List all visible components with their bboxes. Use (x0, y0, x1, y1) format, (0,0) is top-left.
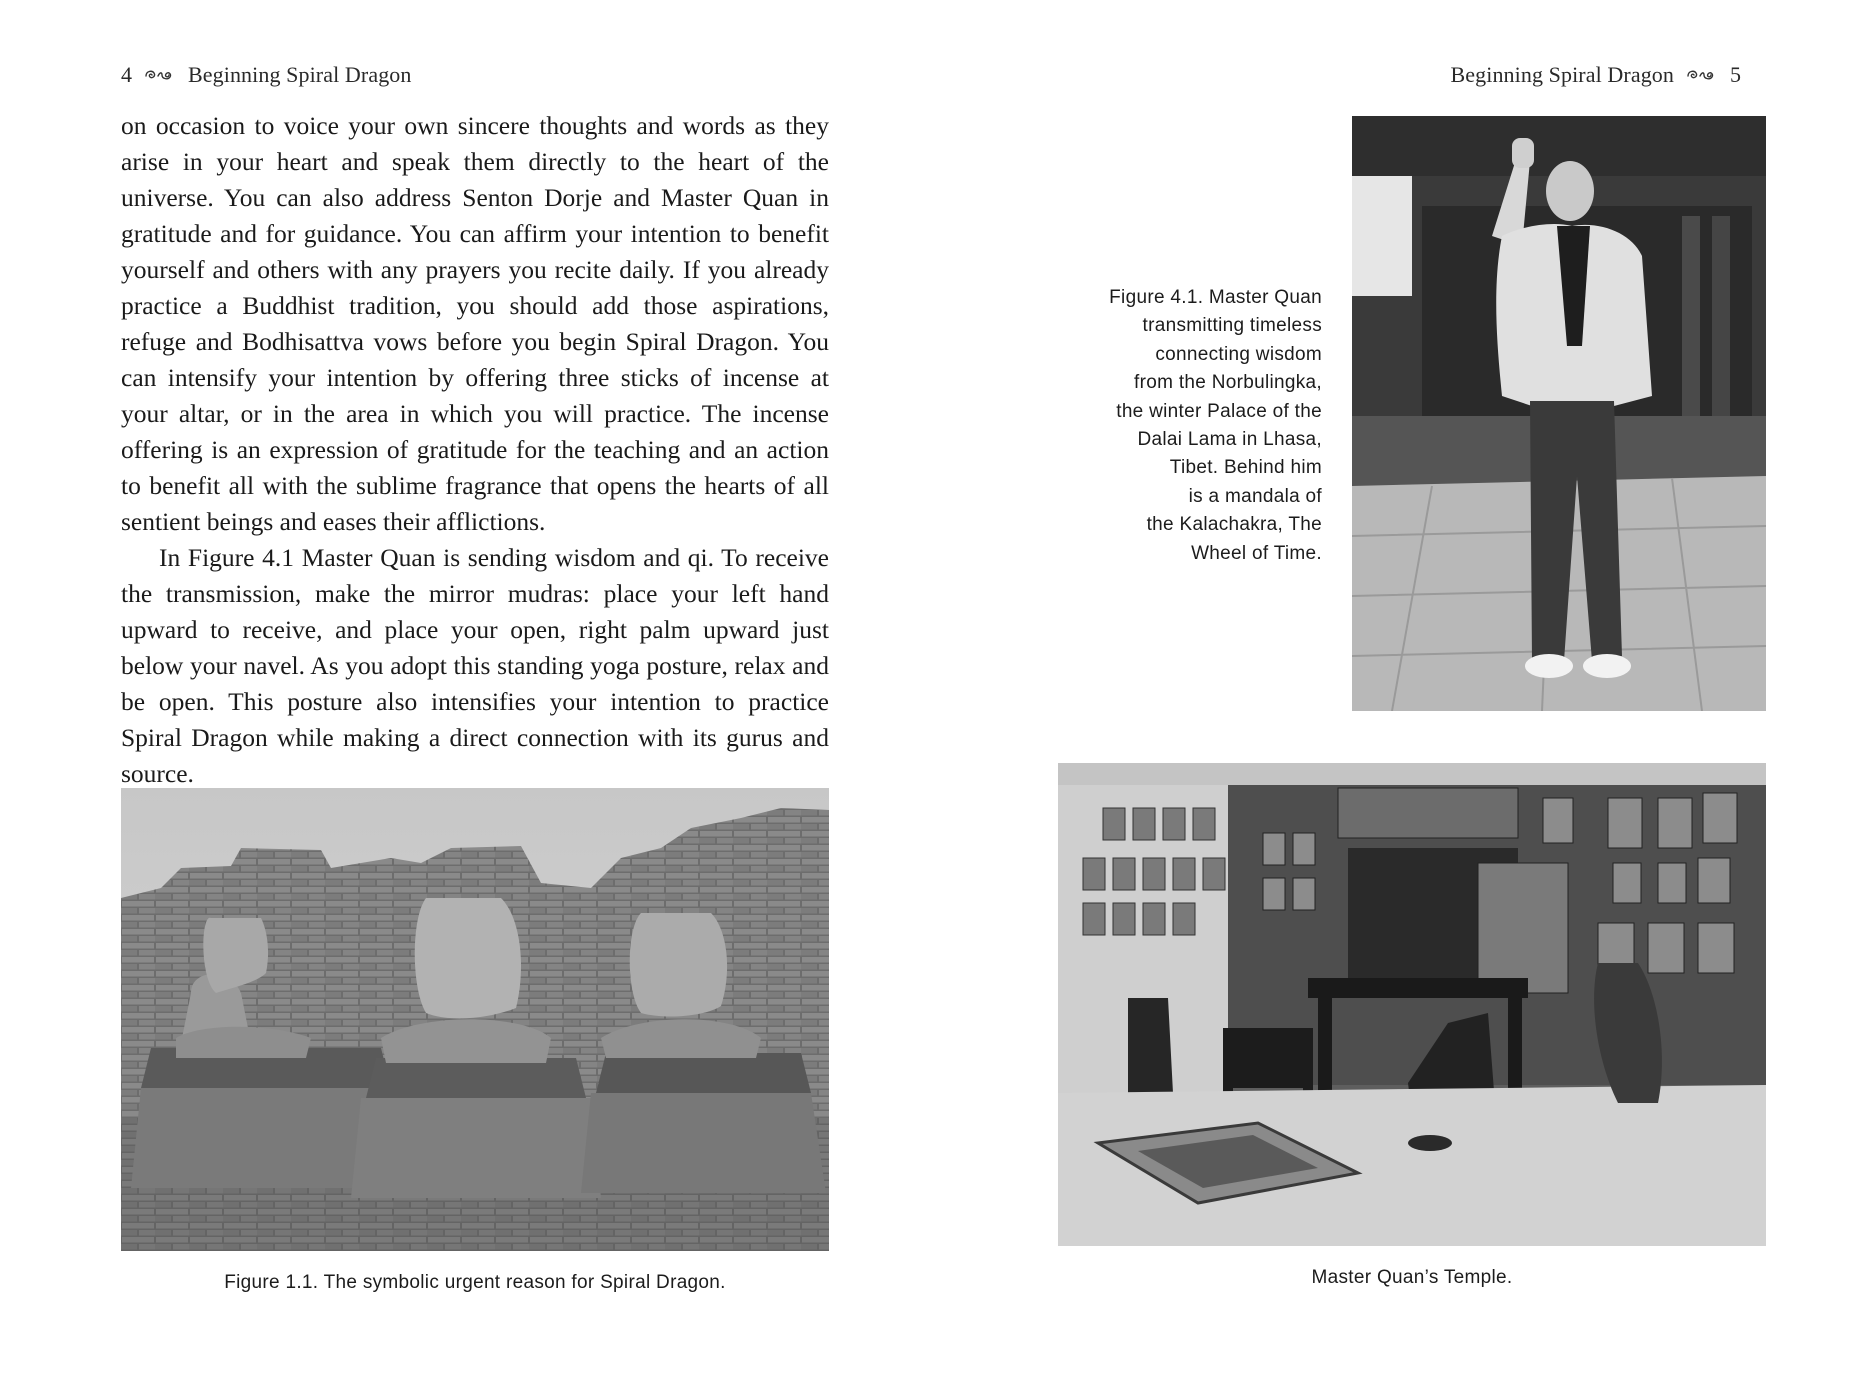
body-paragraph-2: In Figure 4.1 Master Quan is sending wisdom and qi. To receive the transmission, make the mirror mudras: place your left hand upward to receive, and place your open, right palm upward just below your navel. As you adopt this standing yoga posture, relax and be open. This posture also intensifies your intention to practice Spiral Dragon while making a direct connection with its gurus and source. (121, 543, 829, 788)
spiral-ornament-icon (144, 67, 176, 83)
caption-line: from the Norbulingka, (1134, 372, 1322, 394)
caption-line: the winter Palace of the (1116, 400, 1322, 422)
body-paragraph-1: on occasion to voice your own sincere thoughts and words as they arise in your heart and speak them directly to the heart of the universe. You can also address Senton Dorje and Master Quan in gratitude and for guidance. You can affirm your intention to benefit yourself and others with any prayers you recite daily. If you already practice a Buddhist tradition, you should add those aspirations, refuge and Bodhisattva vows before you begin Spiral Dragon. You can intensify your intention by offering three sticks of incense at your altar, or in the area in which you will practice. The incense offering is an expression of gratitude for the teaching and an action to benefit all with the sublime fragrance that opens the hearts of all sentient beings and eases their afflictions. (121, 111, 829, 536)
temple-caption: Master Quan’s Temple. (1311, 1267, 1513, 1288)
master-quan-photo (1352, 116, 1766, 711)
figure-1-1-caption: Figure 1.1. The symbolic urgent reason for Spiral Dragon. (224, 1272, 726, 1293)
caption-line: transmitting timeless (1142, 315, 1322, 337)
left-folio: 4 (121, 62, 132, 87)
right-running-head (1451, 62, 1742, 88)
left-running-head (121, 62, 412, 88)
headless-buddha-statues-photo (121, 788, 829, 1251)
caption-line: is a mandala of (1188, 485, 1322, 507)
left-running-title: Beginning Spiral Dragon (188, 62, 412, 87)
spiral-ornament-icon (1686, 67, 1718, 83)
master-quan-temple-photo (1058, 763, 1766, 1246)
figure-4-1-caption (1070, 284, 1322, 568)
caption-line: connecting wisdom (1155, 343, 1322, 365)
right-folio: 5 (1730, 62, 1741, 87)
body-text (121, 108, 829, 792)
caption-line: Wheel of Time. (1191, 542, 1322, 564)
caption-line: Dalai Lama in Lhasa, (1137, 429, 1322, 451)
caption-line: the Kalachakra, The (1146, 514, 1322, 536)
caption-line: Tibet. Behind him (1169, 457, 1322, 479)
caption-line: Figure 4.1. Master Quan (1109, 287, 1322, 308)
right-running-title: Beginning Spiral Dragon (1450, 62, 1674, 87)
